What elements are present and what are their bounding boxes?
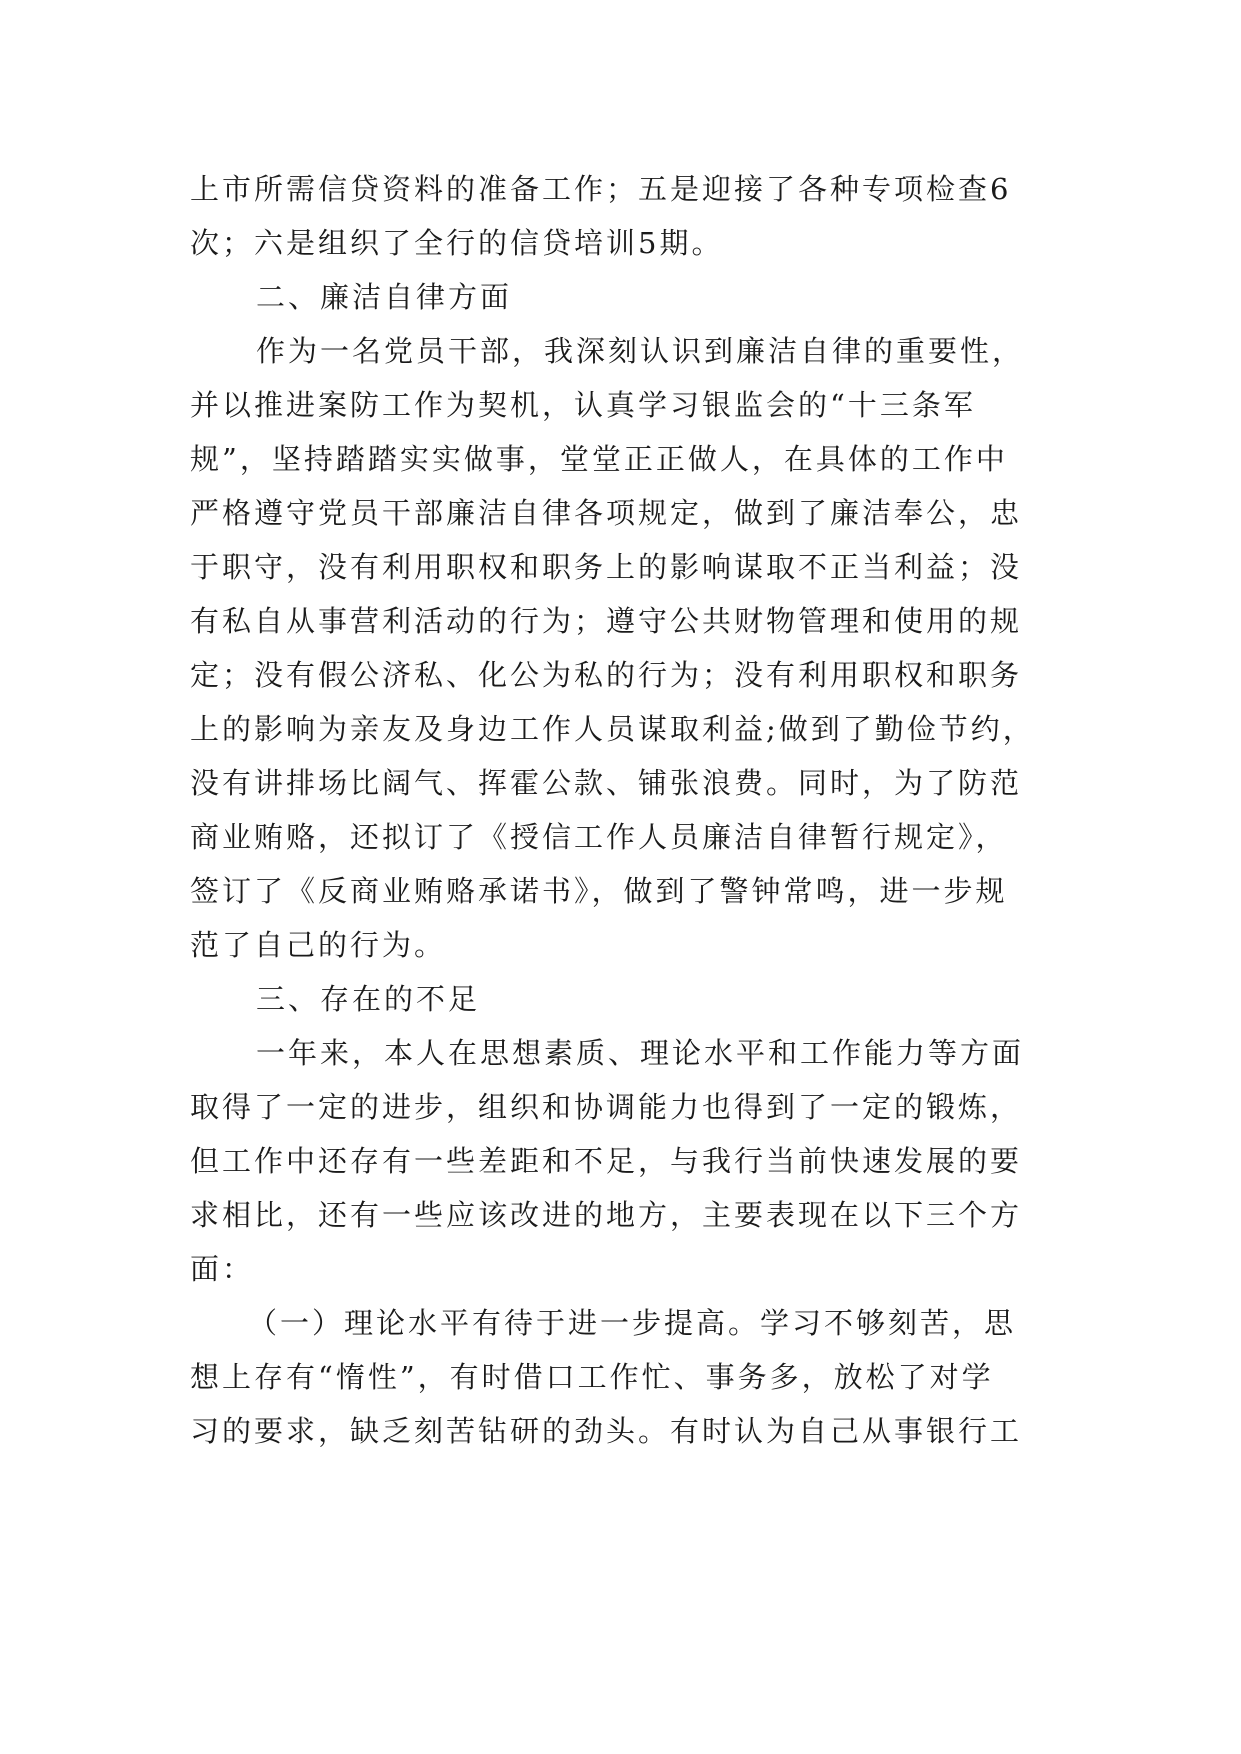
text-line: 严格遵守党员干部廉洁自律各项规定，做到了廉洁奉公，忠 <box>190 496 1023 530</box>
text-line: 次；六是组织了全行的信贷培训5期。 <box>190 226 724 260</box>
text-line: 一年来，本人在思想素质、理论水平和工作能力等方面 <box>256 1036 1025 1070</box>
text-line: 取得了一定的进步，组织和协调能力也得到了一定的锻炼， <box>190 1090 1023 1124</box>
text-line: 范了自己的行为。 <box>190 928 447 962</box>
text-line: 习的要求，缺乏刻苦钻研的劲头。有时认为自己从事银行工 <box>190 1414 1023 1448</box>
text-line: 想上存有“惰性”，有时借口工作忙、事务多，放松了对学 <box>190 1360 994 1394</box>
section-heading: 三、存在的不足 <box>256 982 481 1016</box>
text-line: 定；没有假公济私、化公为私的行为；没有利用职权和职务 <box>190 658 1023 692</box>
text-line: 签订了《反商业贿赂承诺书》，做到了警钟常鸣，进一步规 <box>190 874 1008 908</box>
document-body <box>190 162 1070 1458</box>
text-line: 于职守，没有利用职权和职务上的影响谋取不正当利益；没 <box>190 550 1023 584</box>
text-line: 商业贿赂，还拟订了《授信工作人员廉洁自律暂行规定》， <box>190 820 1008 854</box>
text-line: 求相比，还有一些应该改进的地方，主要表现在以下三个方 <box>190 1198 1023 1232</box>
text-line: 上的影响为亲友及身边工作人员谋取利益;做到了勤俭节约， <box>190 712 1035 746</box>
text-line: 没有讲排场比阔气、挥霍公款、铺张浪费。同时，为了防范 <box>190 766 1023 800</box>
text-line: 有私自从事营利活动的行为；遵守公共财物管理和使用的规 <box>190 604 1023 638</box>
text-line: 并以推进案防工作为契机，认真学习银监会的“十三条军 <box>190 388 976 422</box>
text-line: 上市所需信贷资料的准备工作；五是迎接了各种专项检查6 <box>190 172 1012 206</box>
section-heading: 二、廉洁自律方面 <box>256 280 513 314</box>
subsection-line: （一）理论水平有待于进一步提高。学习不够刻苦，思 <box>248 1306 1017 1340</box>
text-line: 规”，坚持踏踏实实做事，堂堂正正做人，在具体的工作中 <box>190 442 1008 476</box>
text-line: 面： <box>190 1252 255 1286</box>
text-line: 作为一名党员干部，我深刻认识到廉洁自律的重要性， <box>256 334 1025 368</box>
text-line: 但工作中还存有一些差距和不足，与我行当前快速发展的要 <box>190 1144 1023 1178</box>
